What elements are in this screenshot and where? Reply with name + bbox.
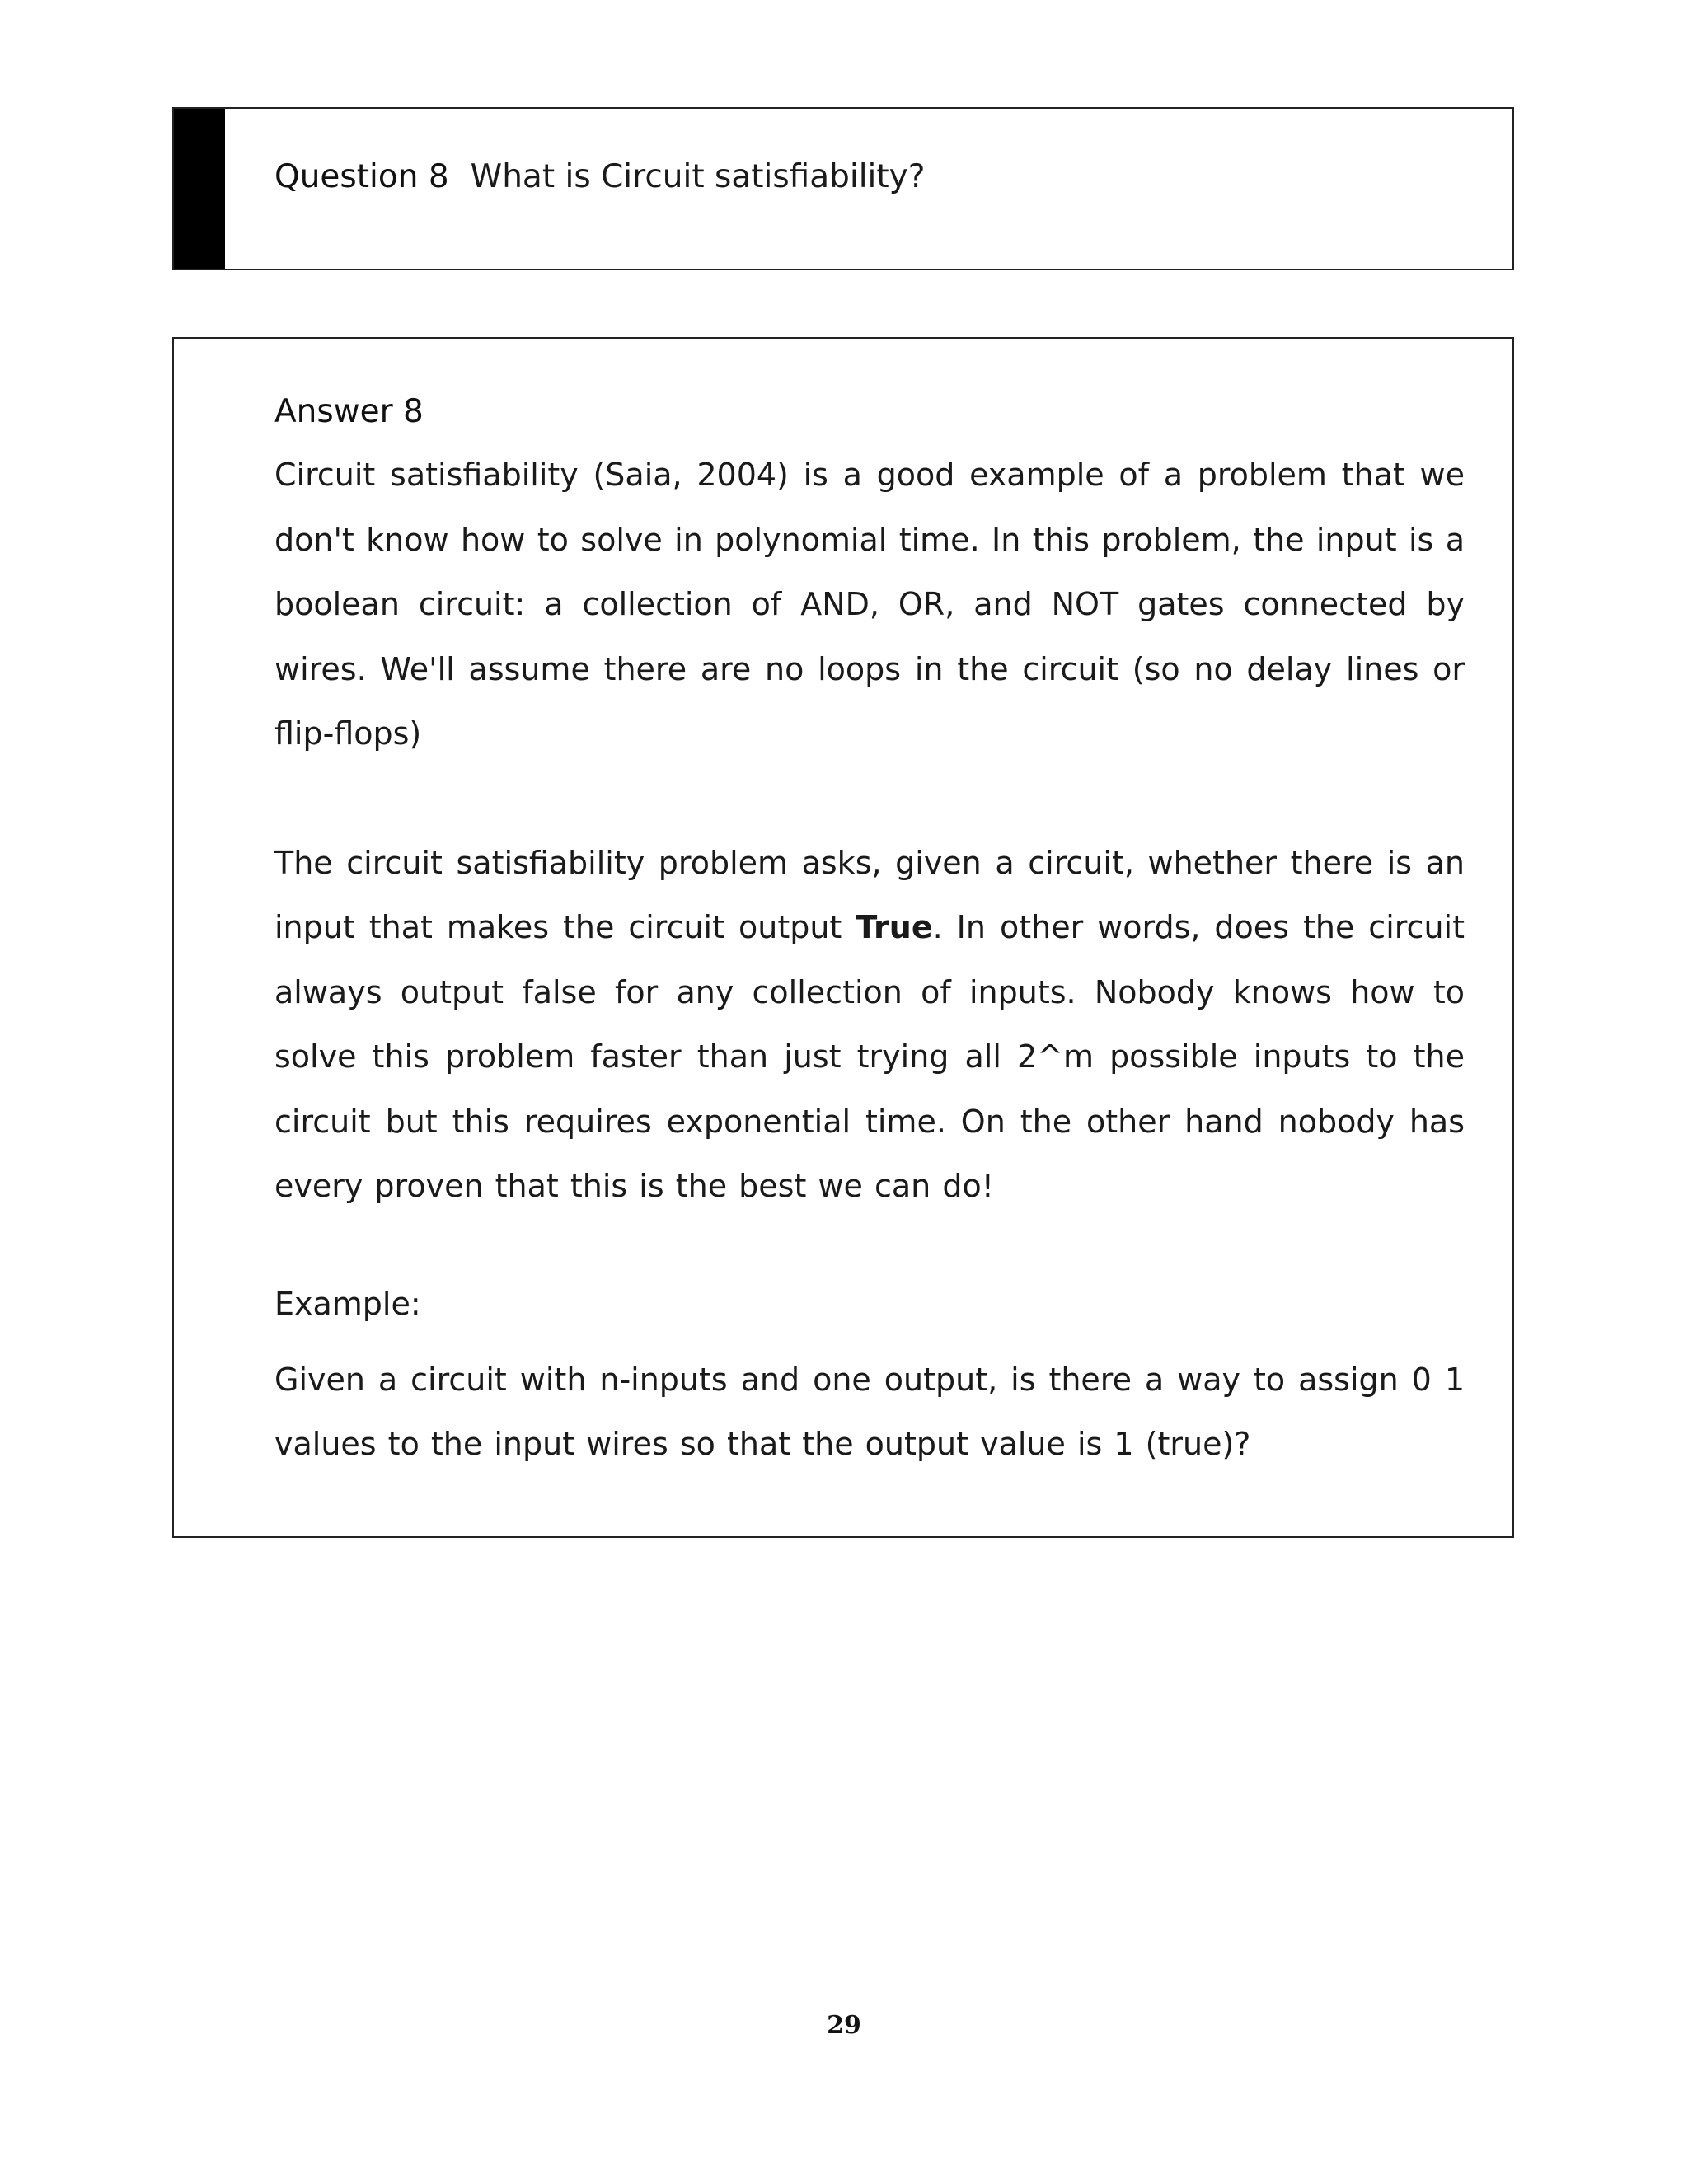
paragraph-2-text-after: . In other words, does the circuit always output false for any collection of inputs. Nobody knows how to solve this problem faster than just trying all 2^m possible inputs to the circuit but this requires exponential time. On the other hand nobody has every proven that this is the best we can do! xyxy=(274,909,1465,1204)
example-text: Given a circuit with n-inputs and one output, is there a way to assign 0 1 values to the input wires so that the output value is 1 (true)? xyxy=(274,1361,1465,1462)
paragraph-spacer xyxy=(274,1219,1465,1283)
answer-paragraph-2 xyxy=(274,831,1465,1219)
question-box xyxy=(172,107,1514,270)
example-label: Example: xyxy=(274,1285,421,1322)
answer-title: Answer 8 xyxy=(274,393,424,430)
paragraph-2-text-before: The circuit satisfiability problem asks, given a circuit, whether there is an input that makes the circuit output xyxy=(274,844,1465,945)
answer-paragraph-1: Circuit satisfiability (Saia, 2004) is a good example of a problem that we don't know how to solve in polynomial time. In this problem, the input is a boolean circuit: a collection of AND, OR, and NOT gates connected by wires. We'll assume there are no loops in the circuit (so no delay lines or flip-flops) xyxy=(274,457,1465,752)
page-number: 29 xyxy=(827,2011,861,2040)
paragraph-spacer xyxy=(274,766,1465,831)
question-text: What is Circuit satisfiability? xyxy=(470,158,926,195)
answer-content xyxy=(274,391,1465,1477)
paragraph-2-bold-true: True xyxy=(856,909,933,945)
question-label: Question 8 xyxy=(274,158,449,195)
question-line xyxy=(274,157,925,198)
question-accent-bar xyxy=(174,109,225,269)
answer-box xyxy=(172,337,1514,1538)
